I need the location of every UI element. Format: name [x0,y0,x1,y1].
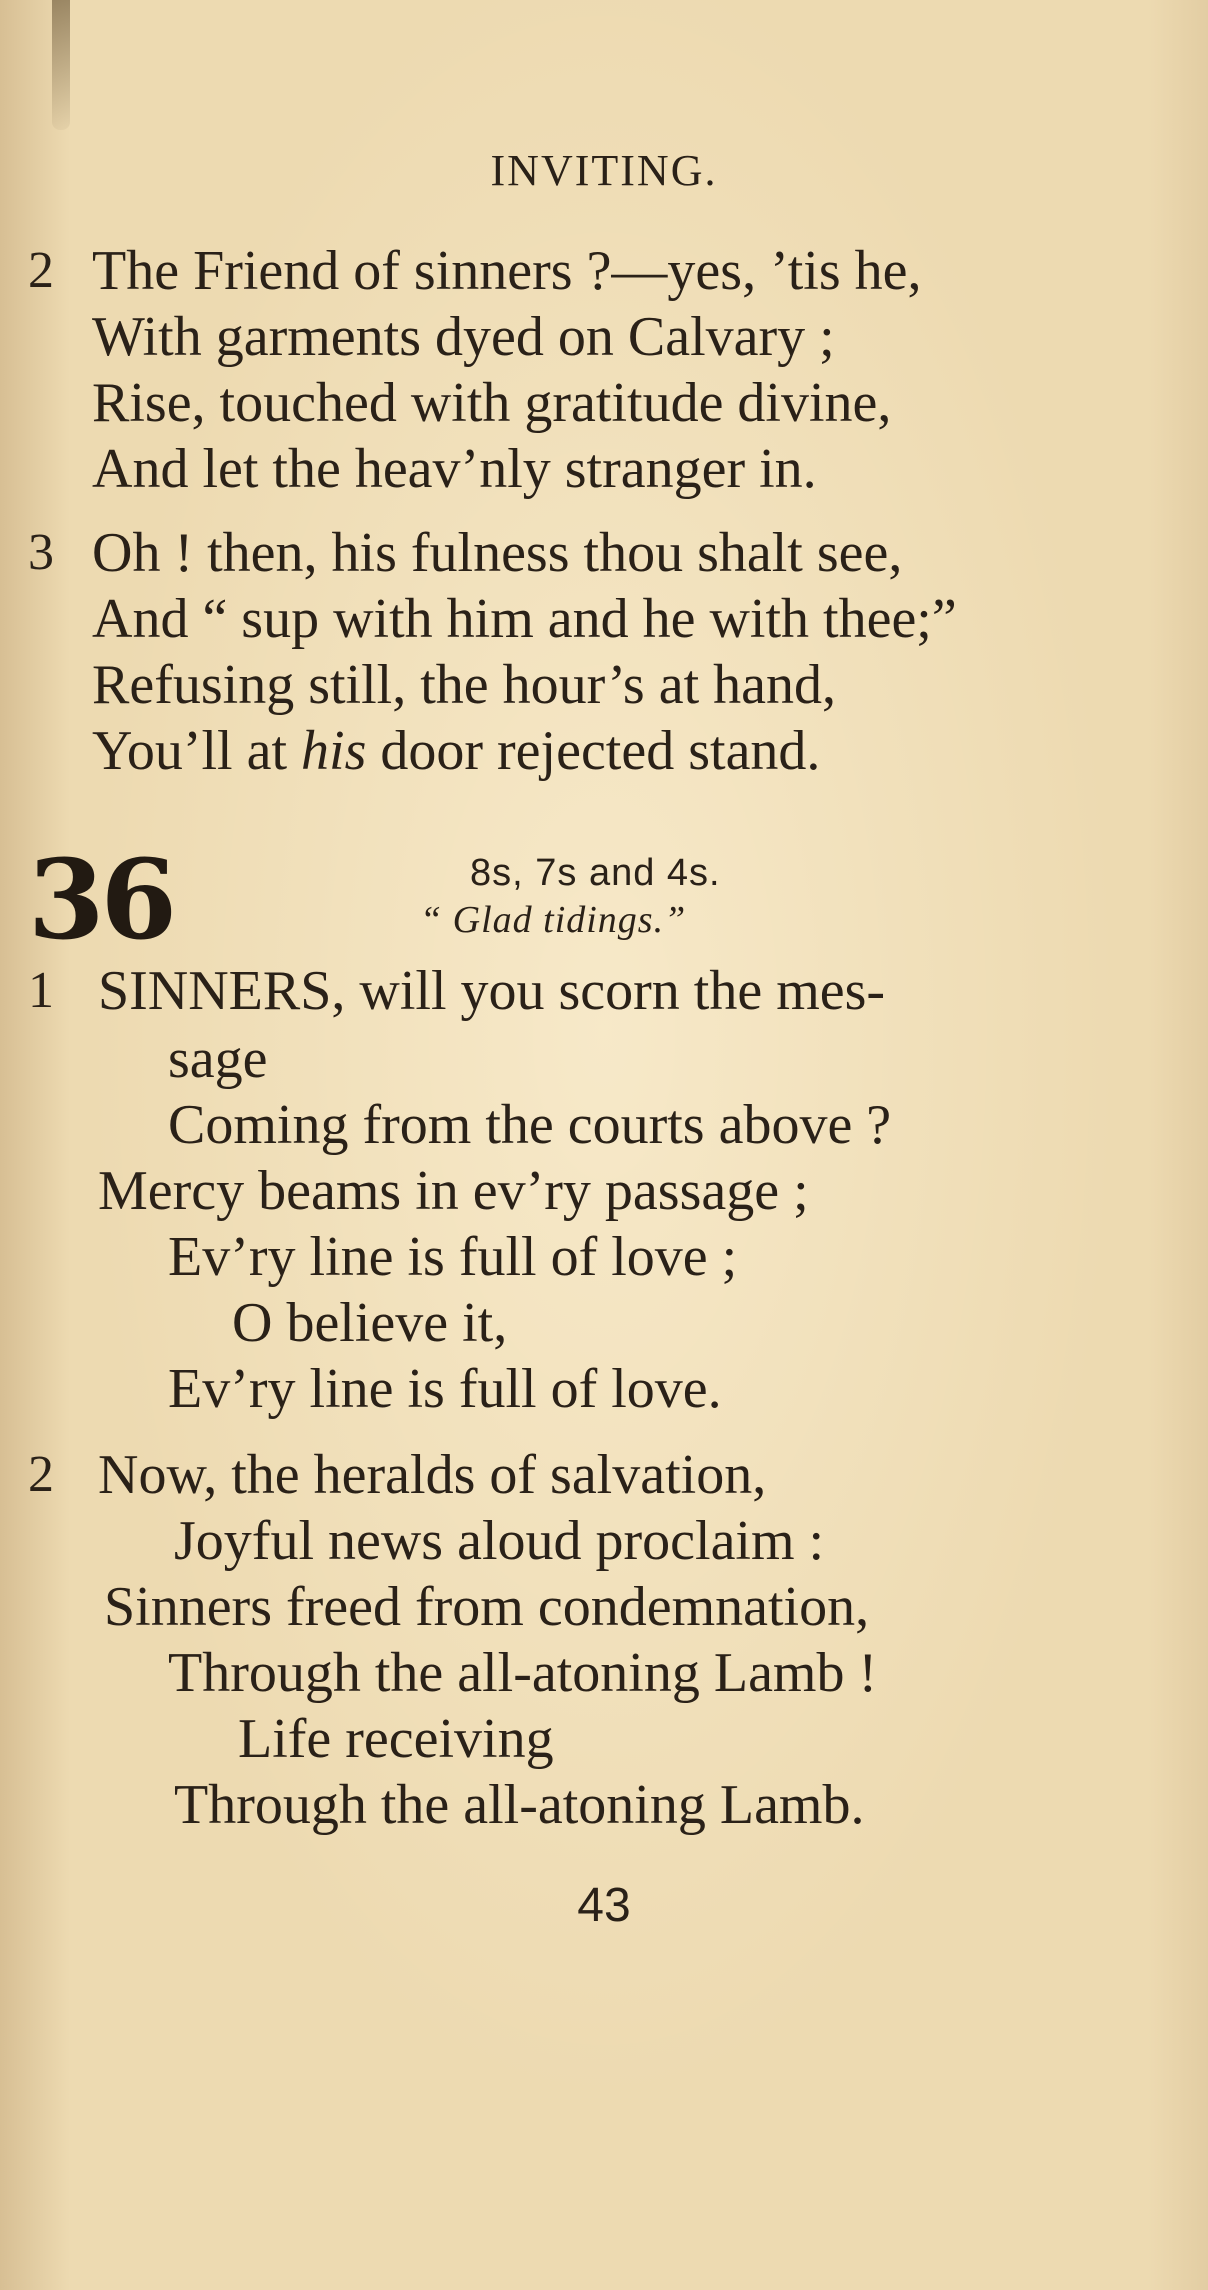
hymn-line: Life receiving [238,1708,554,1770]
emphasized-word: his [301,720,367,782]
binding-shadow [52,0,70,130]
stanza-number: 3 [28,524,54,581]
hymn-line: Sinners freed from condemnation, [104,1576,870,1638]
hymn-line: Refusing still, the hour’s at hand, [92,654,836,716]
hymn-line: sage [168,1028,268,1090]
hymn-meter: 8s, 7s and 4s. [470,852,721,894]
hymn-line: O believe it, [232,1292,508,1354]
page-number: 43 [577,1879,631,1932]
running-header: INVITING. [490,146,718,195]
hymn-line: And let the heav’nly stranger in. [92,438,817,500]
hymn-line: SINNERS, will you scorn the mes- [98,960,886,1022]
stanza-number: 2 [28,1446,54,1503]
hymn-line: With garments dyed on Calvary ; [92,306,835,368]
hymn-line: Joyful news aloud proclaim : [174,1510,825,1572]
hymn-line: Ev’ry line is full of love. [168,1358,722,1420]
hymn-number: 36 [28,835,174,964]
hymn-line: Oh ! then, his fulness thou shalt see, [92,522,903,584]
hymn-line: The Friend of sinners ?—yes, ’tis he, [92,240,922,302]
line-text: You’ll at [92,720,302,782]
hymn-line-with-emphasis [92,720,821,782]
hymn-line: Now, the heralds of salvation, [98,1444,767,1506]
hymn-line: Through the all-atoning Lamb. [174,1774,865,1836]
line-text: door rejected stand. [366,720,821,782]
hymn-line: Through the all-atoning Lamb ! [168,1642,878,1704]
hymn-line: Mercy beams in ev’ry passage ; [98,1160,809,1222]
hymn-line: And “ sup with him and he with thee;” [92,588,957,650]
hymn-line: Ev’ry line is full of love ; [168,1226,738,1288]
hymn-subtitle: “ Glad tidings.” [420,899,687,941]
stanza-number: 2 [28,242,54,299]
hymn-line: Rise, touched with gratitude divine, [92,372,892,434]
stanza-number: 1 [28,962,54,1019]
hymn-line: Coming from the courts above ? [168,1094,892,1156]
